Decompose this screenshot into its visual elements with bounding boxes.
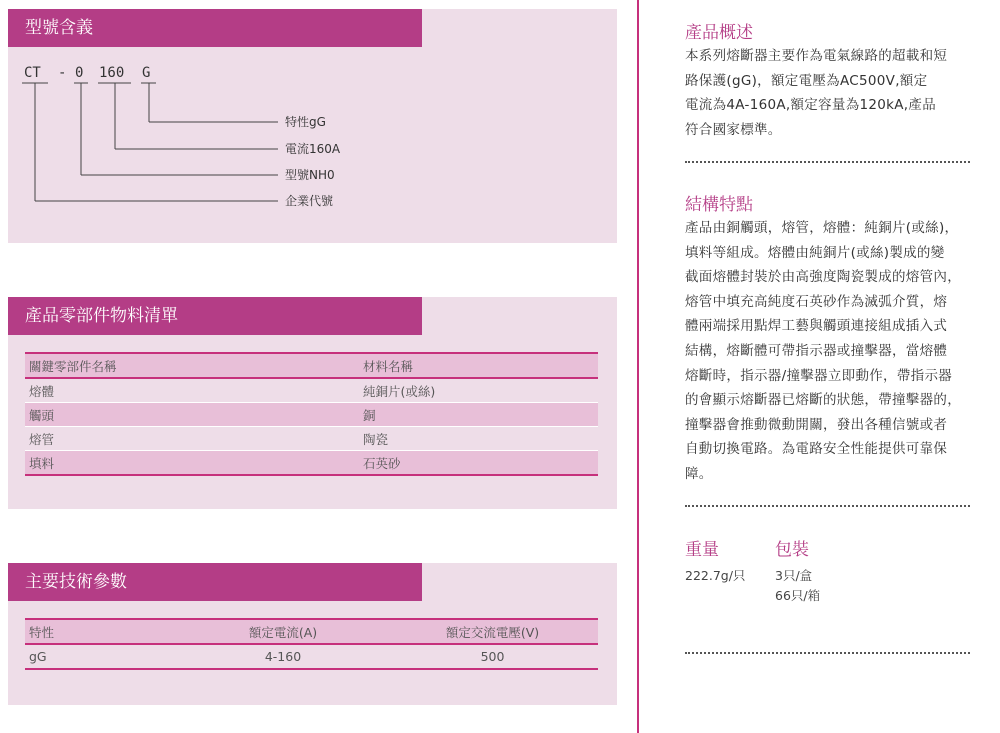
parts-table [25,352,598,476]
dotted-divider [685,161,970,163]
table-row [25,644,598,669]
table-row [25,427,598,451]
structure-line: 截面熔體封裝於由高強度陶瓷製成的熔管內， [685,269,961,286]
table-cell: 陶瓷 [359,427,598,451]
weight-value: 222.7g/只 [685,568,746,583]
table-cell: 熔體 [25,378,359,403]
table-cell: 熔管 [25,427,359,451]
parts-panel [8,297,617,509]
column-divider [637,0,639,733]
packing-title: 包裝 [775,540,809,560]
table-row [25,378,598,403]
structure-line: 撞擊器會推動微動開關，發出各種信號或者 [685,416,948,433]
code-part-160: 160 [99,65,125,81]
legend-company: 企業代號 [285,194,334,208]
dotted-divider [685,652,970,654]
table-row [25,451,598,476]
legend-characteristic: 特性gG [285,115,326,129]
code-part-ct: CT [24,65,41,81]
overview-line: 電流為4A-160A,額定容量為120kA,產品 [685,97,937,114]
structure-text [685,216,975,487]
packing-box: 3只/盒 [775,568,813,583]
overview-title: 產品概述 [685,23,753,43]
structure-line: 填料等組成。熔體由純銅片(或絲)製成的變 [685,244,945,261]
structure-title: 結構特點 [685,195,753,215]
dotted-divider [685,505,970,507]
structure-line: 自動切換電路。為電路安全性能提供可靠保 [685,441,948,458]
table-cell: 填料 [25,451,359,476]
code-part-dash: - [58,65,67,81]
table-cell: 500 [383,644,598,669]
header-cell: 額定電流(A) [179,619,383,644]
packing-carton: 66只/箱 [775,588,821,603]
overview-line: 符合國家標準。 [685,121,782,138]
structure-line: 熔管中填充高純度石英砂作為滅弧介質，熔 [685,293,948,310]
structure-line: 熔斷時，指示器/撞擊器立即動作，帶指示器 [685,367,953,384]
table-cell: 純銅片(或絲) [359,378,598,403]
table-header-row [25,353,598,378]
tech-table [25,618,598,670]
structure-line: 體兩端採用點焊工藝與觸頭連接組成插入式 [685,318,948,335]
table-cell: 石英砂 [359,451,598,476]
header-cell: 額定交流電壓(V) [383,619,598,644]
table-cell: gG [25,644,179,669]
weight-title: 重量 [685,540,719,560]
structure-line: 障。 [685,465,713,482]
header-cell: 關鍵零部件名稱 [25,353,359,378]
legend-model: 型號NH0 [285,168,335,182]
table-cell: 觸頭 [25,403,359,427]
header-cell: 材料名稱 [359,353,598,378]
code-part-0: 0 [75,65,84,81]
table-row [25,403,598,427]
tech-title: 主要技術參數 [8,563,422,601]
overview-line: 路保護(gG)，額定電壓為AC500V,額定 [685,72,928,89]
code-part-g: G [142,65,151,81]
table-cell: 銅 [359,403,598,427]
overview-text [685,44,975,142]
tech-panel [8,563,617,705]
structure-line: 結構，熔斷體可帶指示器或撞擊器，當熔體 [685,342,948,359]
legend-current: 電流160A [285,142,341,156]
overview-line: 本系列熔斷器主要作為電氣線路的超載和短 [685,48,948,64]
parts-title: 產品零部件物料清單 [8,297,422,335]
model-panel [8,9,617,243]
structure-line: 的會顯示熔斷器已熔斷的狀態，帶撞擊器的， [685,392,961,409]
model-title: 型號含義 [8,9,422,47]
structure-line: 產品由銅觸頭，熔管，熔體：純銅片(或絲)， [685,220,959,236]
table-header-row [25,619,598,644]
table-cell: 4-160 [179,644,383,669]
header-cell: 特性 [25,619,179,644]
